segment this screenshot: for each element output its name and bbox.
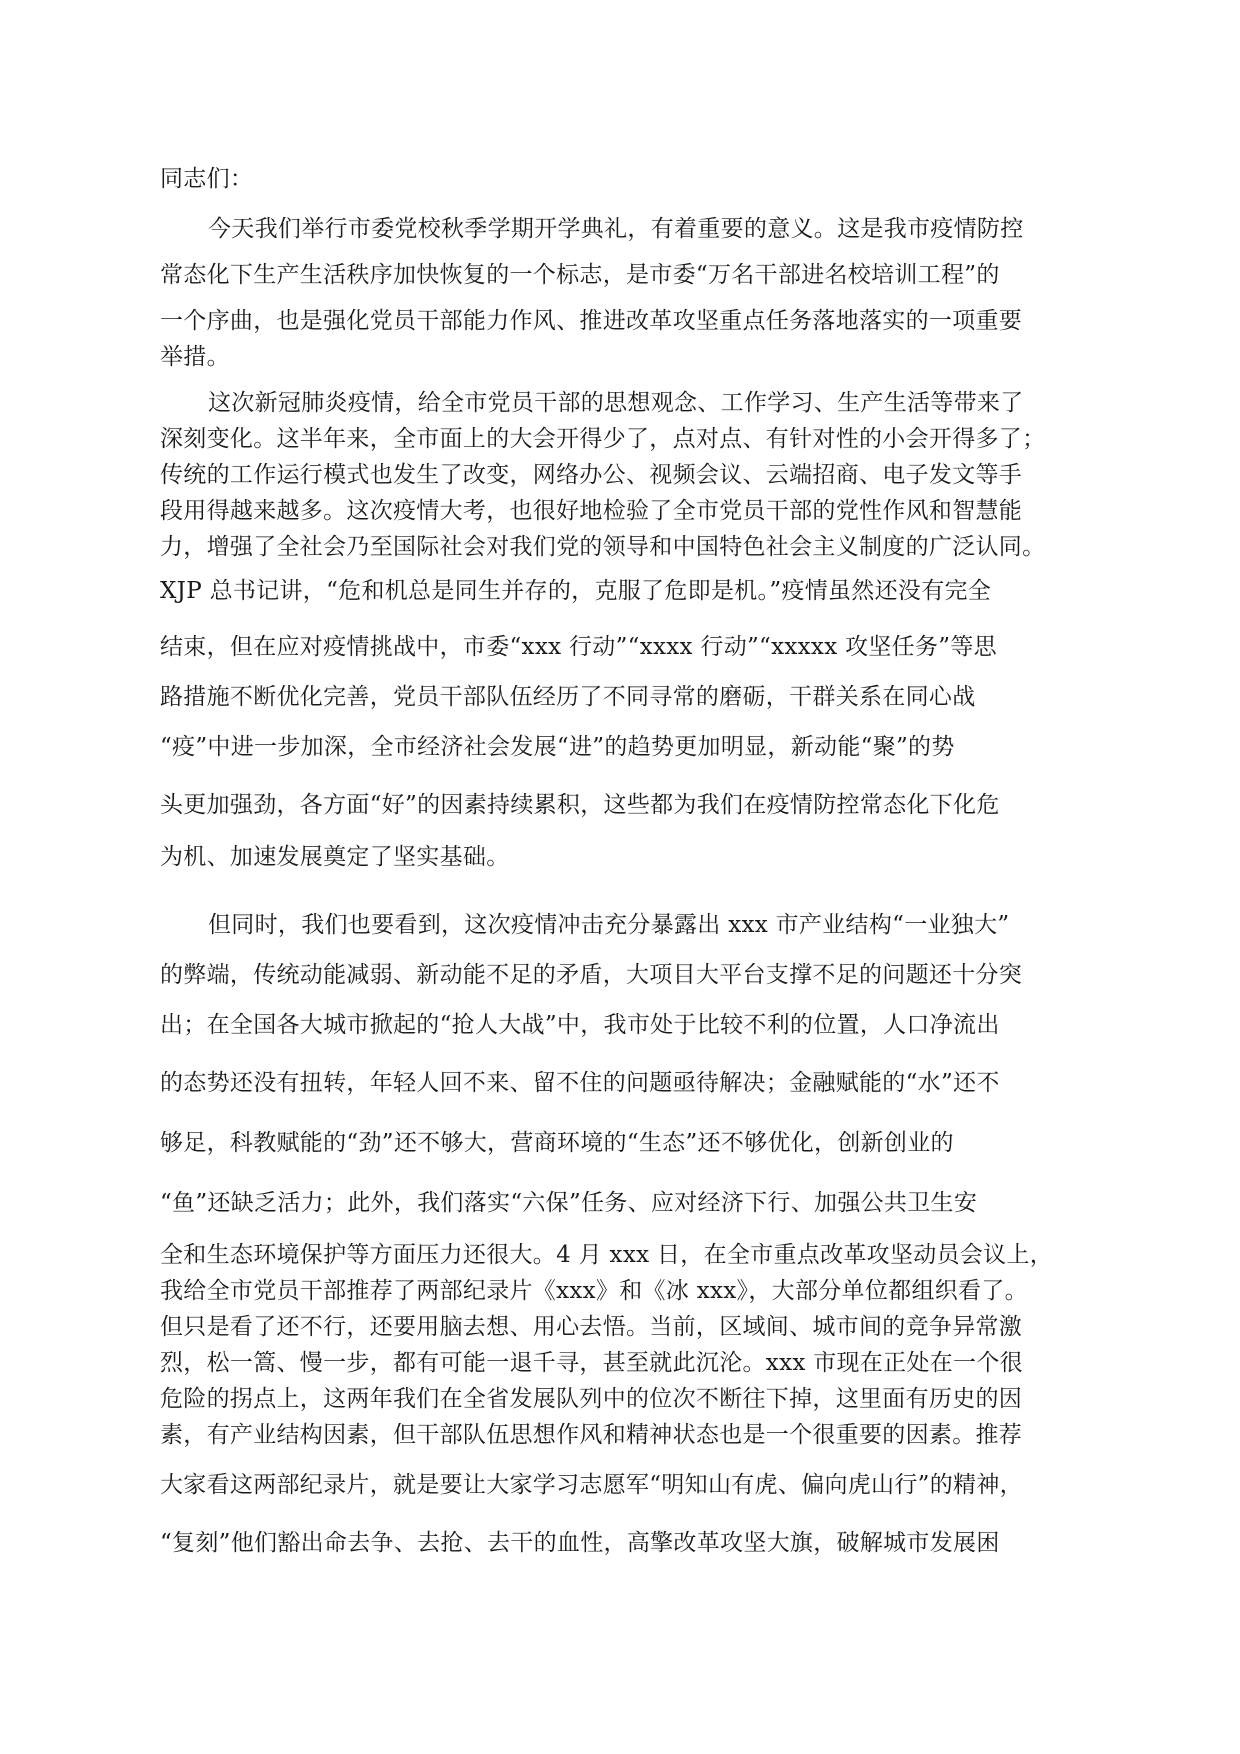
body-text-line: 为机、加速发展奠定了坚实基础。 <box>160 844 510 870</box>
body-text-line: 烈，松一篙、慢一步，都有可能一退千寻，甚至就此沉沦。xxx 市现在正处在一个很 <box>160 1350 1023 1376</box>
body-text-line: 但同时，我们也要看到，这次疫情冲击充分暴露出 xxx 市产业结构“一业独大” <box>208 912 1010 938</box>
body-text-line: 危险的拐点上，这两年我们在全省发展队列中的位次不断往下掉，这里面有历史的因 <box>160 1386 1023 1412</box>
body-text-line: “鱼”还缺乏活力；此外，我们落实“六保”任务、应对经济下行、加强公共卫生安 <box>160 1190 978 1216</box>
body-text-line: 的弊端，传统动能减弱、新动能不足的矛盾，大项目大平台支撑不足的问题还十分突 <box>160 962 1023 988</box>
body-text-line: 传统的工作运行模式也发生了改变，网络办公、视频会议、云端招商、电子发文等手 <box>160 462 1023 488</box>
body-text-line: 我给全市党员干部推荐了两部纪录片《xxx》和《冰 xxx》，大部分单位都组织看了。 <box>160 1278 1028 1304</box>
body-text-line: 够足，科教赋能的“劲”还不够大，营商环境的“生态”还不够优化，创新创业的 <box>160 1130 954 1156</box>
body-text-line: 深刻变化。这半年来，全市面上的大会开得少了，点对点、有针对性的小会开得多了； <box>160 426 1046 452</box>
body-text-line: 今天我们举行市委党校秋季学期开学典礼，有着重要的意义。这是我市疫情防控 <box>208 216 1024 242</box>
body-text-line: 结束，但在应对疫情挑战中，市委“xxx 行动”“xxxx 行动”“xxxxx 攻坚任务”等思 <box>160 634 997 660</box>
salutation: 同志们： <box>160 166 254 192</box>
body-text-line: 路措施不断优化完善，党员干部队伍经历了不同寻常的磨砺，干群关系在同心战 <box>160 684 976 710</box>
body-text-line: XJP 总书记讲，“危和机总是同生并存的，克服了危即是机。”疫情虽然还没有完全 <box>160 578 992 604</box>
body-text-line: 但只是看了还不行，还要用脑去想、用心去悟。当前，区域间、城市间的竞争异常激 <box>160 1314 1023 1340</box>
body-text-line: 大家看这两部纪录片，就是要让大家学习志愿军“明知山有虎、偏向虎山行”的精神， <box>160 1472 1023 1498</box>
body-text-line: 举措。 <box>160 344 230 370</box>
body-text-line: 力，增强了全社会乃至国际社会对我们党的领导和中国特色社会主义制度的广泛认同。 <box>160 534 1046 560</box>
body-text-line: 头更加强劲，各方面“好”的因素持续累积，这些都为我们在疫情防控常态化下化危 <box>160 792 1000 818</box>
body-text-line: “疫”中进一步加深，全市经济社会发展“进”的趋势更加明显，新动能“聚”的势 <box>160 734 955 760</box>
body-text-line: 素，有产业结构因素，但干部队伍思想作风和精神状态也是一个很重要的因素。推荐 <box>160 1422 1023 1448</box>
body-text-line: 段用得越来越多。这次疫情大考，也很好地检验了全市党员干部的党性作风和智慧能 <box>160 498 1023 524</box>
body-text-line: 全和生态环境保护等方面压力还很大。4 月 xxx 日，在全市重点改革攻坚动员会议上， <box>160 1242 1054 1268</box>
body-text-line: 的态势还没有扭转，年轻人回不来、留不住的问题亟待解决；金融赋能的“水”还不 <box>160 1070 1000 1096</box>
body-text-line: 出；在全国各大城市掀起的“抢人大战”中，我市处于比较不利的位置，人口净流出 <box>160 1012 1000 1038</box>
body-text-line: 这次新冠肺炎疫情，给全市党员干部的思想观念、工作学习、生产生活等带来了 <box>208 390 1024 416</box>
body-text-line: 一个序曲，也是强化党员干部能力作风、推进改革攻坚重点任务落地落实的一项重要 <box>160 308 1023 334</box>
body-text-line: 常态化下生产生活秩序加快恢复的一个标志，是市委“万名干部进名校培训工程”的 <box>160 262 1000 288</box>
body-text-line: “复刻”他们豁出命去争、去抢、去干的血性，高擎改革攻坚大旗，破解城市发展困 <box>160 1530 1000 1556</box>
